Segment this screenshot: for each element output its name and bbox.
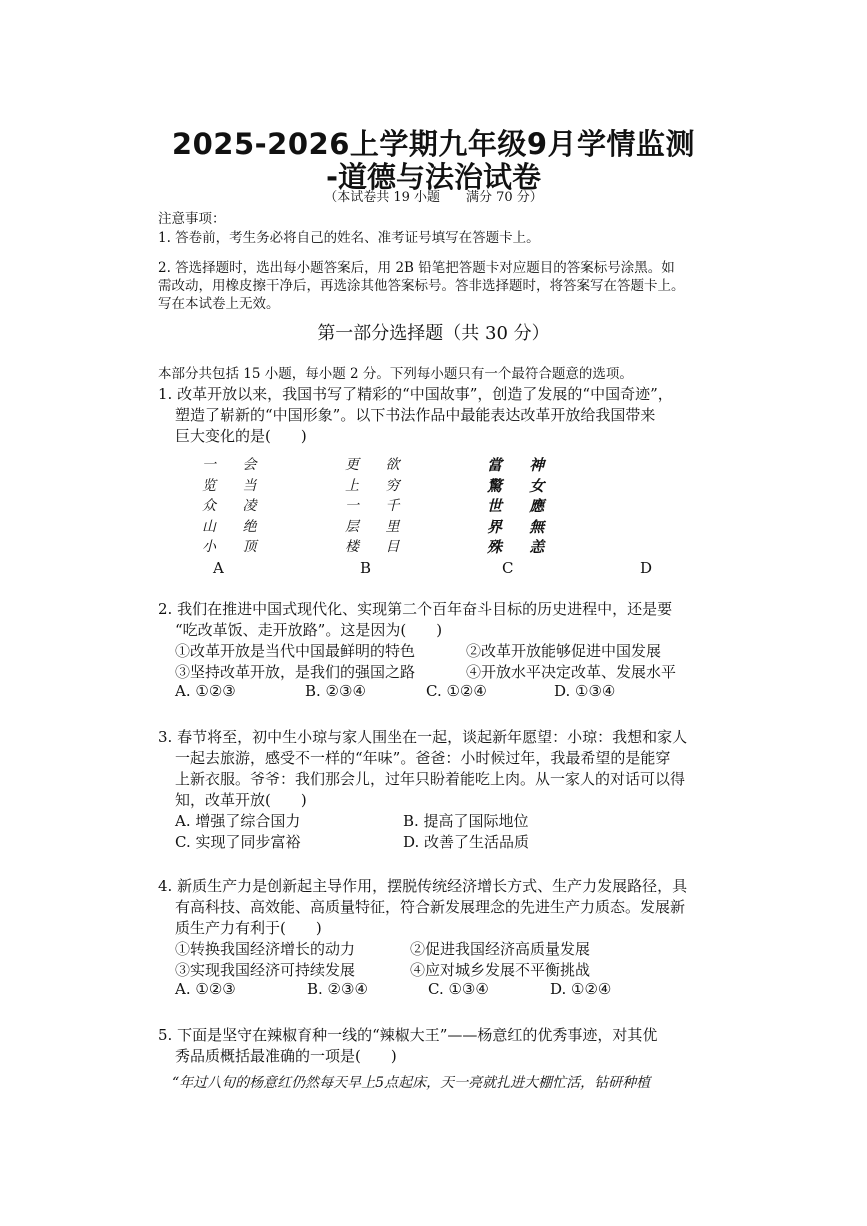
q2-option-d: D. ①③④	[554, 682, 616, 700]
notice-item-1: 1. 答卷前，考生务必将自己的姓名、准考证号填写在答题卡上。	[158, 230, 540, 246]
q5-quote: “年过八旬的杨意红仍然每天早上5点起床，天一亮就扎进大棚忙活，钻研种植	[172, 1075, 651, 1091]
q1-stem-line-2: 塑造了崭新的“中国形象”。以下书法作品中最能表达改革开放给我国带来	[175, 406, 656, 424]
calligraphy-c	[487, 455, 555, 558]
q1-option-a: A	[213, 559, 224, 577]
calligraphy-a-line: 小 顶	[202, 539, 268, 555]
q4-option-d: D. ①②④	[550, 980, 612, 998]
q1-option-b: B	[360, 559, 372, 577]
notice-item-2-line-3: 写在本试卷上无效。	[158, 296, 280, 312]
q4-stem-line-1: 4. 新质生产力是创新起主导作用，摆脱传统经济增长方式、生产力发展路径，具	[158, 877, 688, 895]
section-title: 第一部分选择题（共 30 分）	[317, 323, 550, 344]
q1-option-d: D	[640, 559, 653, 577]
q2-statement-3: ③坚持改革开放，是我们的强国之路	[175, 663, 416, 681]
q3-stem-line-1: 3. 春节将至，初中生小琼与家人围坐在一起，谈起新年愿望：小琼：我想和家人	[158, 728, 688, 746]
q2-statement-1: ①改革开放是当代中国最鲜明的特色	[175, 642, 416, 660]
q4-stem-line-2: 有高科技、高效能、高质量特征，符合新发展理念的先进生产力质态。发展新	[175, 898, 686, 916]
calligraphy-b	[345, 455, 410, 558]
q3-stem-line-3: 上新衣服。爷爷：我们那会儿，过年只盼着能吃上肉。从一家人的对话可以得	[175, 770, 686, 788]
q4-statement-4: ④应对城乡发展不平衡挑战	[410, 961, 591, 979]
q2-option-a: A. ①②③	[175, 682, 236, 700]
q4-option-c: C. ①③④	[428, 980, 489, 998]
q3-stem-line-2: 一起去旅游，感受不一样的“年味”。爸爸：小时候过年，我最希望的是能穿	[175, 749, 671, 767]
q1-stem-line-1: 1. 改革开放以来，我国书写了精彩的“中国故事”，创造了发展的“中国奇迹”，	[158, 385, 673, 403]
calligraphy-a	[202, 455, 267, 558]
calligraphy-b-line: 更 欲	[345, 457, 411, 473]
q4-statement-3: ③实现我国经济可持续发展	[175, 961, 356, 979]
q5-stem-line-1: 5. 下面是坚守在辣椒育种一线的“辣椒大王”——杨意红的优秀事迹，对其优	[158, 1026, 658, 1044]
exam-info: （本试卷共 19 小题 满分 70 分）	[324, 190, 543, 205]
q4-option-b: B. ②③④	[307, 980, 368, 998]
q2-stem-line-2: “吃改革饭、走开放路”。这是因为( )	[175, 621, 443, 639]
q1-stem-line-3: 巨大变化的是( )	[175, 427, 307, 445]
calligraphy-c-line: 殊 恙	[487, 538, 556, 556]
q2-statement-2: ②改革开放能够促进中国发展	[466, 642, 662, 660]
notice-item-2-line-2: 需改动，用橡皮擦干净后，再选涂其他答案标号。答非选择题时，将答案写在答题卡上。	[158, 278, 685, 294]
q2-statement-4: ④开放水平决定改革、发展水平	[466, 663, 677, 681]
calligraphy-c-line: 世 應	[487, 497, 556, 515]
calligraphy-c-line: 界 無	[487, 517, 556, 536]
calligraphy-b-line: 层 里	[345, 518, 411, 535]
q4-option-a: A. ①②③	[175, 980, 236, 998]
section-description: 本部分共包括 15 小题，每小题 2 分。下列每小题只有一个最符合题意的选项。	[158, 366, 633, 382]
q2-stem-line-1: 2. 我们在推进中国式现代化、实现第二个百年奋斗目标的历史进程中，还是要	[158, 600, 673, 618]
q2-option-c: C. ①②④	[426, 682, 487, 700]
notice-item-2-line-1: 2. 答选择题时，选出每小题答案后，用 2B 铅笔把答题卡对应题目的答案标号涂黑。如	[158, 260, 675, 276]
q4-statement-1: ①转换我国经济增长的动力	[175, 940, 356, 958]
q3-option-c: C. 实现了同步富裕	[175, 833, 301, 851]
calligraphy-c-line: 驚 女	[487, 476, 556, 495]
calligraphy-a-line: 览 当	[202, 477, 268, 494]
q5-stem-line-2: 秀品质概括最准确的一项是( )	[175, 1047, 397, 1065]
calligraphy-a-line: 一 会	[202, 457, 268, 473]
notice-heading: 注意事项：	[158, 211, 226, 227]
q3-option-a: A. 增强了综合国力	[175, 812, 301, 830]
exam-subject-title: -道德与法治试卷	[325, 160, 542, 194]
q3-option-d: D. 改善了生活品质	[403, 833, 530, 851]
calligraphy-c-line: 當 神	[487, 456, 556, 474]
calligraphy-b-line: 楼 目	[345, 539, 411, 555]
q2-option-b: B. ②③④	[305, 682, 366, 700]
q3-stem-line-4: 知，改革开放( )	[175, 791, 307, 809]
q1-option-c: C	[502, 559, 514, 577]
calligraphy-b-line: 一 千	[345, 498, 411, 514]
q4-stem-line-3: 质生产力有利于( )	[175, 919, 322, 937]
calligraphy-a-line: 众 凌	[202, 498, 268, 514]
calligraphy-a-line: 山 绝	[202, 518, 268, 535]
q4-statement-2: ②促进我国经济高质量发展	[410, 940, 591, 958]
calligraphy-b-line: 上 穷	[345, 477, 411, 494]
q3-option-b: B. 提高了国际地位	[403, 812, 529, 830]
exam-title: 2025-2026上学期九年级9月学情监测	[171, 127, 696, 161]
